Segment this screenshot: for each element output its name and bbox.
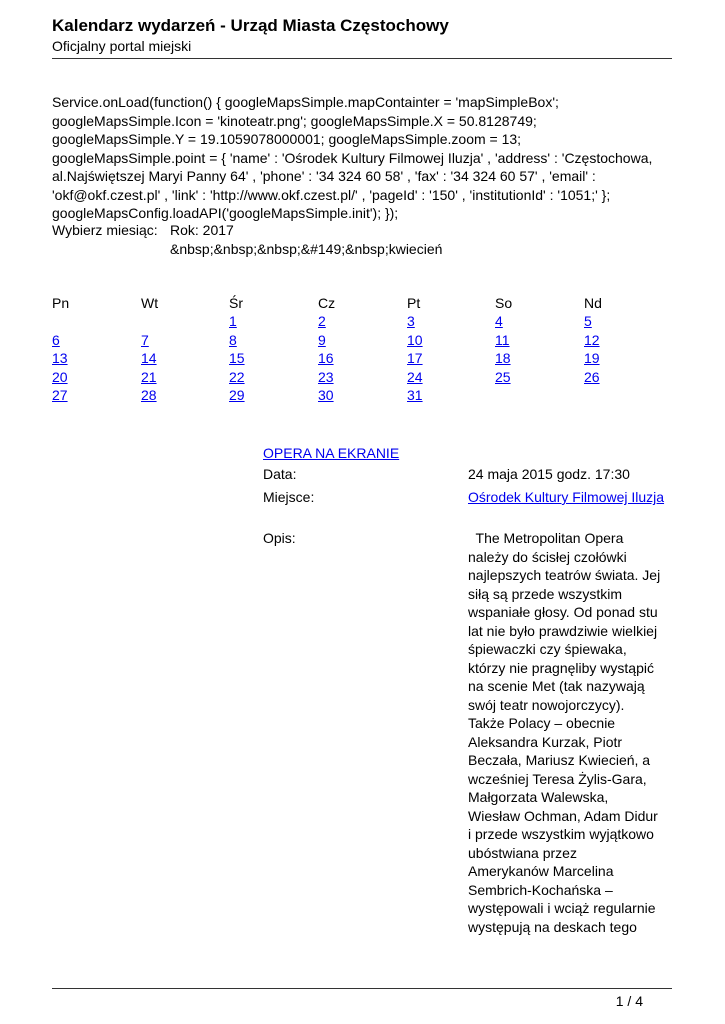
calendar-day-link[interactable]: 14 (141, 350, 157, 366)
calendar-day-link[interactable]: 1 (229, 313, 237, 329)
year-label[interactable]: Rok: 2017 (170, 222, 234, 238)
event-place-label: Miejsce: (263, 489, 315, 505)
calendar-day-link[interactable]: 22 (229, 369, 245, 385)
event-description-line: śpiewaczki czy śpiewaka, (468, 641, 627, 657)
calendar-day-link[interactable]: 21 (141, 369, 157, 385)
calendar-day-cell (229, 368, 245, 386)
calendar-day-cell (407, 331, 423, 349)
calendar-day-link[interactable]: 20 (52, 369, 68, 385)
weekday-1: Wt (141, 295, 159, 311)
calendar-day-link[interactable]: 18 (495, 350, 511, 366)
event-description-line: Małgorzata Walewska, (468, 789, 609, 805)
calendar-day-link[interactable]: 3 (407, 313, 415, 329)
event-desc-label: Opis: (263, 530, 296, 546)
calendar-day-cell (584, 331, 600, 349)
weekday-3: Cz (318, 295, 336, 311)
footer-divider (52, 988, 672, 989)
header-divider (52, 58, 672, 59)
calendar-day-cell (229, 386, 245, 404)
event-description-line: najlepszych teatrów świata. Jej (468, 567, 661, 583)
calendar-day-cell (407, 386, 423, 404)
calendar-day-cell (495, 368, 511, 386)
month-picker-label: Wybierz miesiąc: (52, 222, 158, 238)
event-description-line: Aleksandra Kurzak, Piotr (468, 733, 623, 750)
event-description-line: Beczała, Mariusz Kwiecień, a (468, 752, 651, 768)
calendar-day-link[interactable]: 13 (52, 350, 68, 366)
calendar-day-cell (141, 368, 157, 386)
calendar-day-link[interactable]: 2 (318, 313, 326, 329)
month-select-text[interactable]: &nbsp;&nbsp;&nbsp;&#149;&nbsp;kwiecień (170, 241, 443, 257)
event-description-line: występowali i wciąż regularnie (468, 900, 656, 916)
calendar-day-link[interactable]: 15 (229, 350, 245, 366)
calendar-day-link[interactable]: 7 (141, 332, 149, 348)
event-description-line: występują na deskach tego (468, 918, 637, 935)
event-title-link[interactable]: OPERA NA EKRANIE (263, 445, 400, 461)
event-description (468, 529, 678, 936)
script-text: Service.onLoad(function() { googleMapsSimple.mapContainter = 'mapSimpleBox'; googleMapsSimple.Icon = 'kinoteatr.png'; googleMapsSimple.X = 50.8128749; googleMapsSimple.Y = 19.1059078000001; googleMapsSimple.zoom = 13; googleMapsSimple.point = { 'name' : 'Ośrodek Kultury Filmowej Iluzja' , 'address' : 'Częstochowa, al.Najświętszej Maryi Panny 64' , 'phone' : '34 324 60 58' , 'fax' : '34 324 60 57' , 'email' : 'okf@okf.czest.pl' , 'link' : 'http://www.okf.czest.pl/' , 'pageId' : '150' , 'institutionId' : '1051;' }; googleMapsConfig.loadAPI('googleMapsSimple.init'); }); (52, 94, 653, 221)
calendar-day-link[interactable]: 12 (584, 332, 600, 348)
site-subtitle: Oficjalny portal miejski (52, 38, 192, 54)
calendar-day-cell (318, 386, 334, 404)
calendar-day-cell (495, 331, 510, 349)
weekday-2: Śr (229, 295, 243, 311)
calendar-day-cell (141, 349, 157, 367)
calendar-day-cell (584, 349, 600, 367)
site-title: Kalendarz wydarzeń - Urząd Miasta Częstochowy (52, 16, 449, 35)
weekday-6: Nd (584, 295, 602, 311)
calendar-day-cell (52, 368, 68, 386)
calendar-day-link[interactable]: 28 (141, 387, 157, 403)
event-date-label: Data: (263, 466, 297, 482)
page-number: 1 / 4 (615, 993, 643, 1009)
event-description-line: swój teatr nowojorczycy). (468, 696, 625, 713)
calendar-day-link[interactable]: 27 (52, 387, 68, 403)
event-description-line: The Metropolitan Opera (468, 530, 624, 546)
calendar-day-link[interactable]: 19 (584, 350, 600, 366)
calendar-day-link[interactable]: 26 (584, 369, 600, 385)
event-description-line: lat nie było prawdziwie wielkiej (468, 622, 658, 639)
calendar-day-link[interactable]: 30 (318, 387, 334, 403)
event-description-line: siłą są przede wszystkim (468, 585, 623, 602)
event-description-line: ubóstwiana przez (468, 844, 577, 861)
event-description-line: Także Polacy – obecnie (468, 715, 616, 731)
event-description-line: Wiesław Ochman, Adam Didur (468, 807, 658, 824)
calendar-day-link[interactable]: 31 (407, 387, 423, 403)
calendar-day-link[interactable]: 8 (229, 332, 237, 348)
event-description-line: należy do ścisłej czołówki (468, 548, 627, 565)
calendar-day-cell (141, 386, 157, 404)
calendar-day-cell (52, 349, 68, 367)
event-description-line: wcześniej Teresa Żylis-Gara, (468, 770, 647, 787)
weekday-4: Pt (407, 295, 421, 311)
event-description-line: wspaniałe głosy. Od ponad stu (468, 604, 658, 620)
calendar-day-cell (495, 312, 503, 330)
calendar-day-link[interactable]: 23 (318, 369, 334, 385)
calendar-day-link[interactable]: 5 (584, 313, 592, 329)
calendar-day-link[interactable]: 11 (495, 332, 510, 348)
event-description-line: i przede wszystkim wyjątkowo (468, 826, 654, 842)
calendar-day-cell (407, 368, 423, 386)
calendar-day-link[interactable]: 4 (495, 313, 503, 329)
calendar-day-cell (229, 312, 237, 330)
calendar-day-cell (318, 349, 334, 367)
event-description-line: Sembrich-Kochańska – (468, 881, 613, 898)
calendar-day-link[interactable]: 10 (407, 332, 423, 348)
calendar-day-link[interactable]: 16 (318, 350, 334, 366)
weekday-0: Pn (52, 295, 70, 311)
weekday-5: So (495, 295, 513, 311)
event-description-line: Amerykanów Marcelina (468, 863, 614, 879)
calendar-day-cell (229, 349, 245, 367)
event-description-line: na scenie Met (tak nazywają (468, 678, 645, 694)
calendar-day-cell (52, 331, 60, 349)
calendar-day-cell (229, 331, 237, 349)
calendar-day-link[interactable]: 17 (407, 350, 423, 366)
month-picker (52, 221, 672, 239)
calendar-day-cell (407, 349, 423, 367)
page-header (52, 16, 672, 55)
event-date-value: 24 maja 2015 godz. 17:30 (468, 466, 630, 482)
calendar-day-link[interactable]: 6 (52, 332, 60, 348)
event-description-line: którzy nie pragnęliby wystąpić (468, 659, 654, 676)
calendar-day-cell (52, 386, 68, 404)
calendar-day-cell (584, 312, 592, 330)
calendar-day-link[interactable]: 24 (407, 369, 423, 385)
calendar-day-cell (318, 368, 334, 386)
calendar-day-cell (141, 331, 149, 349)
calendar-day-cell (495, 349, 511, 367)
calendar-day-cell (407, 312, 415, 330)
event-place-link[interactable]: Ośrodek Kultury Filmowej Iluzja (468, 489, 665, 505)
calendar-day-cell (318, 331, 326, 349)
calendar-day-cell (318, 312, 326, 330)
calendar-day-cell (584, 368, 600, 386)
calendar-day-link[interactable]: 29 (229, 387, 245, 403)
calendar-day-link[interactable]: 25 (495, 369, 511, 385)
calendar-day-link[interactable]: 9 (318, 332, 326, 348)
